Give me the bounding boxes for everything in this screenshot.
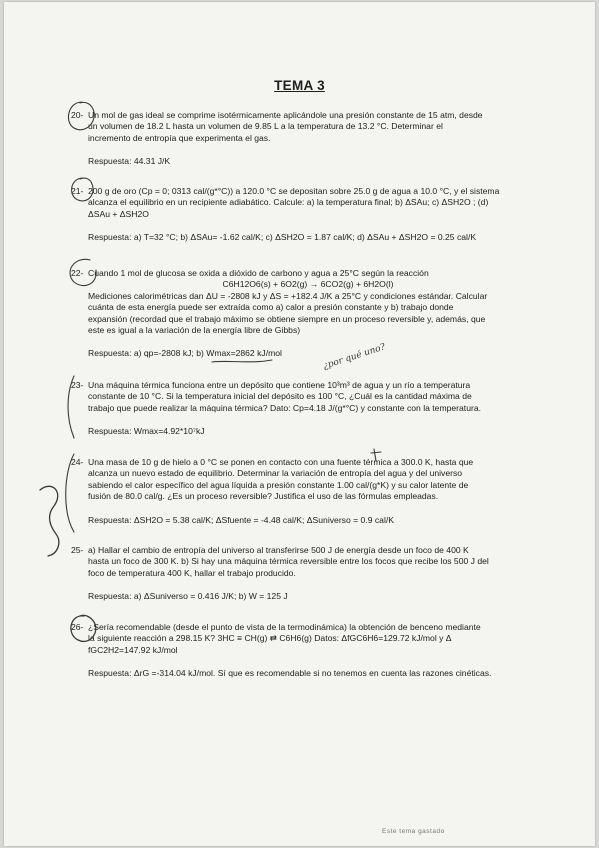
statement-line: fGC2H2=147.92 kJ/mol [88, 644, 178, 655]
problem-23 [71, 380, 528, 438]
statement-line: Una masa de 10 g de hielo a 0 °C se ponen en contacto con una fuente térmica a 300.0 K, hasta que [88, 457, 474, 467]
statement-line: Mediciones calorimétricas dan ΔU = -2808 kJ y ΔS = +182.4 J/K a 25°C y condiciones estándar. Calcular [88, 290, 488, 301]
question-mark [40, 486, 59, 556]
statement-line: sabiendo el calor específico del agua líquida a presión constante 1.00 cal/(g*K) y su calor latente de [88, 479, 469, 490]
statement-line: expansión (recordad que el trabajo máximo se obtiene siempre en un proceso reversible y, además, que [88, 313, 486, 324]
statement-line: fusión de 80.0 cal/g. ¿Es un proceso reversible? Justifica el uso de las fórmulas empleadas. [88, 491, 439, 502]
problem-answer: Respuesta: ΔSH2O = 5.38 cal/K; ΔSfuente = -4.48 cal/K; ΔSuniverso = 0.9 cal/K [88, 514, 394, 525]
statement-line: alcanza el equilibrio en un recipiente adiabático. Calcule: a) la temperatura final; b) ΔSAu; c) ΔSH2O ; (d) [88, 197, 489, 208]
problem-number: 20- [71, 110, 84, 120]
problem-statement [88, 110, 528, 144]
problem-number: 26- [71, 622, 84, 632]
page-title: TEMA 3 [274, 78, 325, 93]
problem-statement [88, 622, 528, 656]
statement-line: trabajo que puede realizar la máquina térmica? Dato: Cp=4.18 J/(g*°C) y constante con la temperatura. [88, 402, 481, 413]
statement-line: Un mol de gas ideal se comprime isotérmicamente aplicándole una presión constante de 15 atm, desde [88, 110, 483, 120]
problem-number: 22- [71, 268, 84, 278]
problem-20 [71, 110, 528, 168]
problem-answer: Respuesta: Wmax=4.92*10⁷kJ [88, 426, 205, 437]
document-page [4, 2, 595, 846]
statement-line: foco de temperatura 400 K, hallar el trabajo producido. [88, 567, 296, 578]
problem-answer: Respuesta: a) T=32 °C; b) ΔSAu= -1.62 cal/K; c) ΔSH2O = 1.87 cal/K; d) ΔSAu + ΔSH2O = 0.25 cal/K [88, 232, 477, 243]
statement-line: Cuando 1 mol de glucosa se oxida a dióxido de carbono y agua a 25°C según la reacción [88, 268, 429, 278]
problem-answer: Respuesta: ΔrG =-314.04 kJ/mol. Sí que es recomendable si no tenemos en cuenta las razones cinéticas. [88, 668, 492, 679]
underline-mark [212, 360, 272, 362]
problem-24 [71, 457, 528, 526]
statement-line: ¿Sería recomendable (desde el punto de vista de la termodinámica) la obtención de benceno mediante [88, 622, 481, 632]
problem-statement [88, 186, 528, 220]
statement-line: un volumen de 18.2 L hasta un volumen de 9.85 L a la temperatura de 13.2 °C. Determinar el [88, 121, 443, 132]
statement-line: la siguiente reacción a 298.15 K? 3HC ≡ CH(g) ⇄ C6H6(g) Datos: ΔfGC6H6=129.72 kJ/mol y Δ [88, 633, 452, 644]
problem-number: 25- [71, 545, 84, 555]
problem-answer: Respuesta: 44.31 J/K [88, 156, 171, 167]
problem-statement [88, 268, 528, 336]
problem-answer: Respuesta: a) qp=-2808 kJ; b) Wmax=2862 kJ/mol [88, 348, 282, 359]
statement-line: ΔSAu + ΔSH2O [88, 208, 149, 219]
statement-line: incremento de entropía que experimenta el gas. [88, 132, 271, 143]
problem-21 [71, 186, 528, 244]
problem-statement [88, 457, 528, 503]
statement-line: Una máquina térmica funciona entre un depósito que contiene 10³m³ de agua y un río a temperatura [88, 380, 471, 390]
statement-line: 200 g de oro (Cp = 0; 0313 cal/(g*°C)) a 120.0 °C se depositan sobre 25.0 g de agua a 10.0 °C, y el sistema [88, 186, 500, 196]
reaction-equation: C6H12O6(s) + 6O2(g) → 6CO2(g) + 6H2O(l) [222, 279, 394, 290]
statement-line: cuánta de esta energía puede ser extraída como a) calor a presión constante y b) trabajo donde [88, 302, 454, 313]
statement-line: constante de 10 °C. Si la temperatura inicial del depósito es 100 °C, ¿Cuál es la cantidad máxima de [88, 391, 472, 402]
problem-number: 23- [71, 380, 84, 390]
problem-number: 24- [71, 457, 84, 467]
problem-26 [71, 622, 528, 680]
statement-line: hasta un foco de 300 K. b) Si hay una máquina térmica reversible entre los focos que recibe los 500 J del [88, 556, 489, 567]
problem-statement [88, 380, 528, 414]
statement-line: alcanza un nuevo estado de equilibrio. Determinar la variación de entropía del agua y del universo [88, 468, 463, 479]
statement-line: a) Hallar el cambio de entropía del universo al transferirse 500 J de energía desde un foco de 400 K [88, 545, 469, 555]
problem-answer: Respuesta: a) ΔSuniverso = 0.416 J/K; b) W = 125 J [88, 591, 288, 602]
handwritten-note: ¿por qué uno? [322, 342, 387, 372]
statement-line: este es igual a la variación de la energía libre de Gibbs) [88, 325, 301, 336]
problem-22 [71, 268, 528, 360]
problem-statement [88, 545, 528, 579]
page-footer: Este tema gastado [382, 828, 445, 835]
problem-number: 21- [71, 186, 84, 196]
problem-25 [71, 545, 528, 603]
